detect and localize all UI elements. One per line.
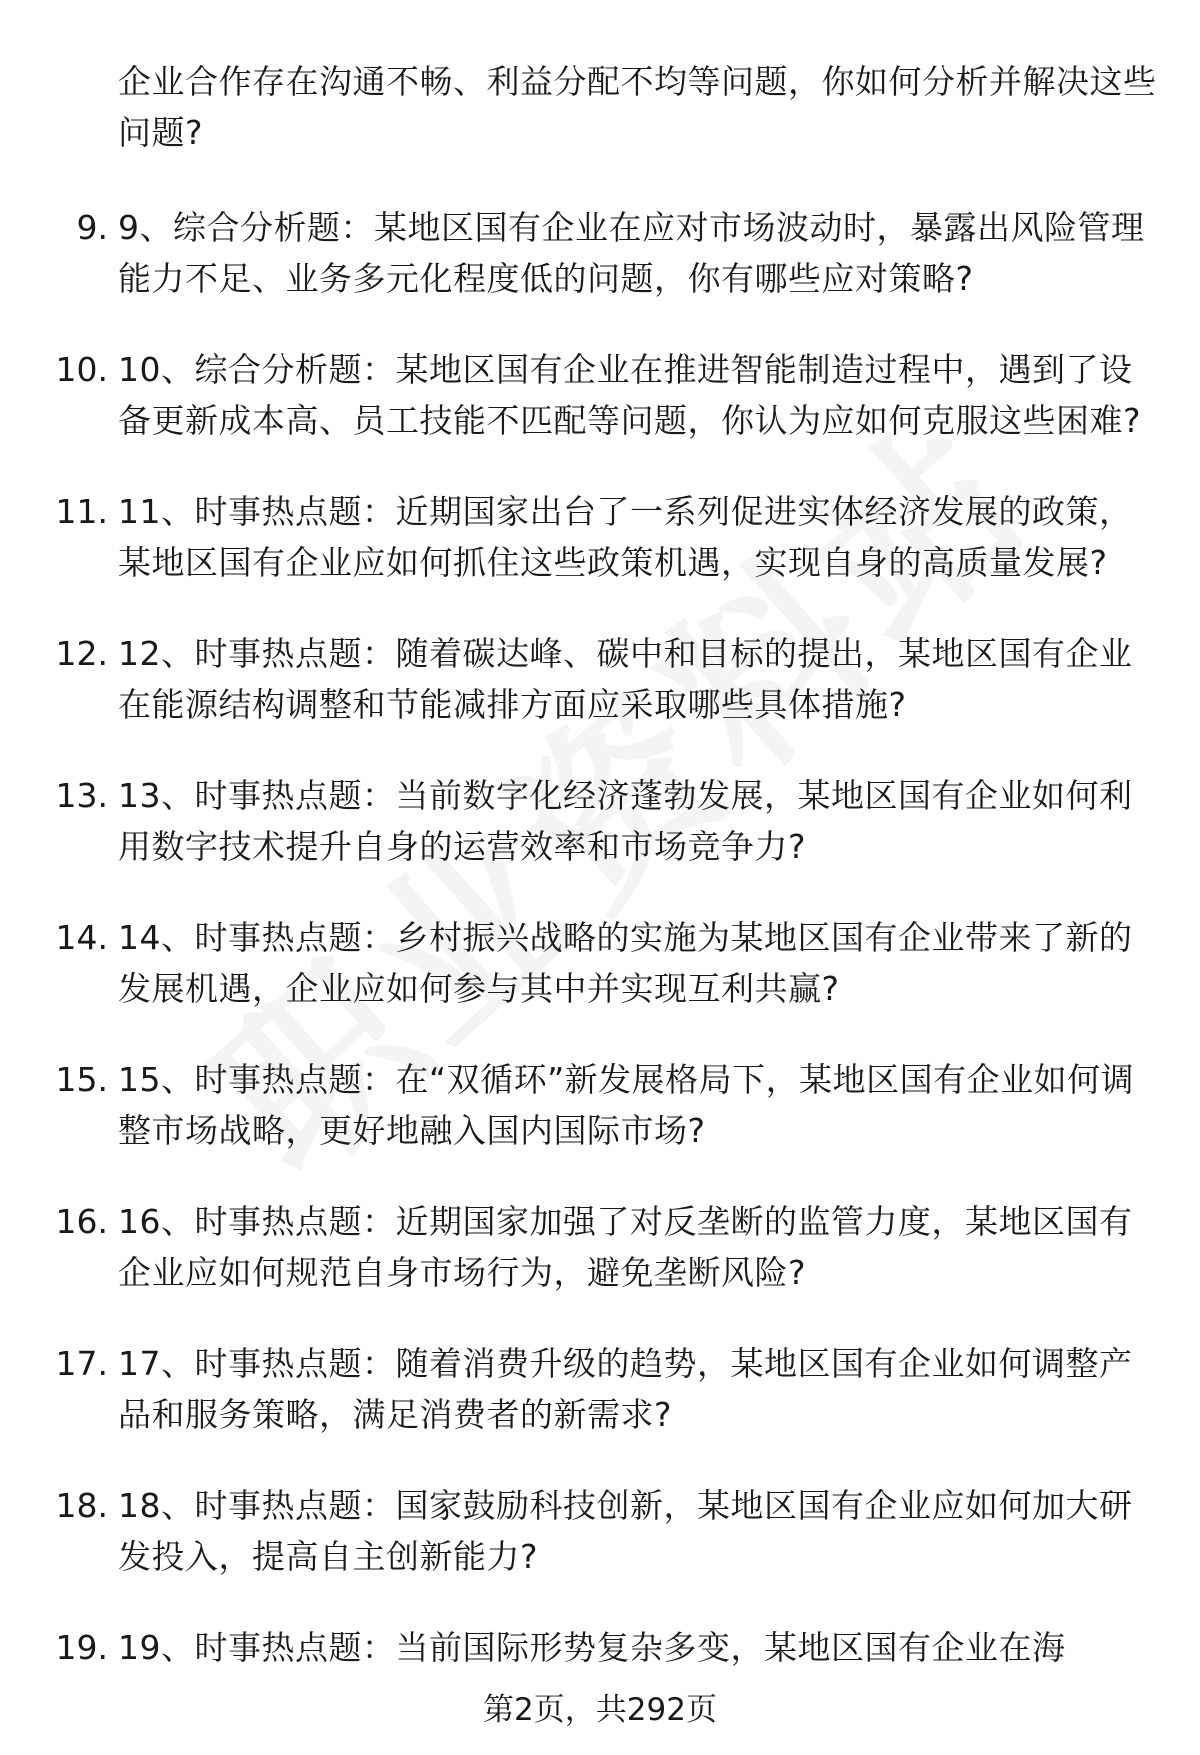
question-text: 18、时事热点题：国家鼓励科技创新，某地区国有企业应如何加大研发投入，提高自主创新能力? <box>118 1486 1133 1576</box>
question-item-14 <box>0 912 1200 1014</box>
question-item-9 <box>0 202 1200 304</box>
question-text: 15、时事热点题：在“双循环”新发展格局下，某地区国有企业如何调整市场战略，更好地融入国内国际市场? <box>118 1060 1135 1150</box>
question-number: 17. <box>55 1344 108 1383</box>
question-text: 14、时事热点题：乡村振兴战略的实施为某地区国有企业带来了新的发展机遇，企业应如何参与其中并实现互利共赢? <box>118 918 1133 1008</box>
question-text: 10、综合分析题：某地区国有企业在推进智能制造过程中，遇到了设备更新成本高、员工技能不匹配等问题，你认为应如何克服这些困难? <box>118 350 1142 440</box>
question-text: 12、时事热点题：随着碳达峰、碳中和目标的提出，某地区国有企业在能源结构调整和节能减排方面应采取哪些具体措施? <box>118 634 1133 724</box>
question-number: 13. <box>55 776 108 815</box>
question-item-8-continued <box>0 56 1200 158</box>
question-number: 12. <box>55 634 108 673</box>
question-text: 16、时事热点题：近期国家加强了对反垄断的监管力度，某地区国有企业应如何规范自身市场行为，避免垄断风险? <box>118 1202 1133 1292</box>
question-number: 19. <box>55 1628 108 1667</box>
question-text: 企业合作存在沟通不畅、利益分配不均等问题，你如何分析并解决这些问题? <box>118 62 1157 152</box>
question-text: 11、时事热点题：近期国家出台了一系列促进实体经济发展的政策，某地区国有企业应如何抓住这些政策机遇，实现自身的高质量发展? <box>118 492 1133 582</box>
question-number: 14. <box>55 918 108 957</box>
question-item-11 <box>0 486 1200 588</box>
question-item-19 <box>0 1622 1200 1673</box>
question-text: 19、时事热点题：当前国际形势复杂多变，某地区国有企业在海 <box>118 1628 1066 1667</box>
question-item-15 <box>0 1054 1200 1156</box>
question-number: 16. <box>55 1202 108 1241</box>
question-text: 9、综合分析题：某地区国有企业在应对市场波动时，暴露出风险管理能力不足、业务多元化程度低的问题，你有哪些应对策略? <box>118 208 1145 298</box>
question-number: 15. <box>55 1060 108 1099</box>
question-item-16 <box>0 1196 1200 1298</box>
question-item-12 <box>0 628 1200 730</box>
question-item-10 <box>0 344 1200 446</box>
question-number: 10. <box>55 350 108 389</box>
question-text: 13、时事热点题：当前数字化经济蓬勃发展，某地区国有企业如何利用数字技术提升自身的运营效率和市场竞争力? <box>118 776 1133 866</box>
question-number: 18. <box>55 1486 108 1525</box>
question-number: 11. <box>55 492 108 531</box>
question-item-13 <box>0 770 1200 872</box>
question-item-18 <box>0 1480 1200 1582</box>
question-number: 9. <box>76 208 108 247</box>
question-number <box>0 56 118 158</box>
question-list <box>0 56 1200 1713</box>
page-footer: 第2页，共292页 <box>483 1692 717 1728</box>
question-item-17 <box>0 1338 1200 1440</box>
question-text: 17、时事热点题：随着消费升级的趋势，某地区国有企业如何调整产品和服务策略，满足消费者的新需求? <box>118 1344 1133 1434</box>
